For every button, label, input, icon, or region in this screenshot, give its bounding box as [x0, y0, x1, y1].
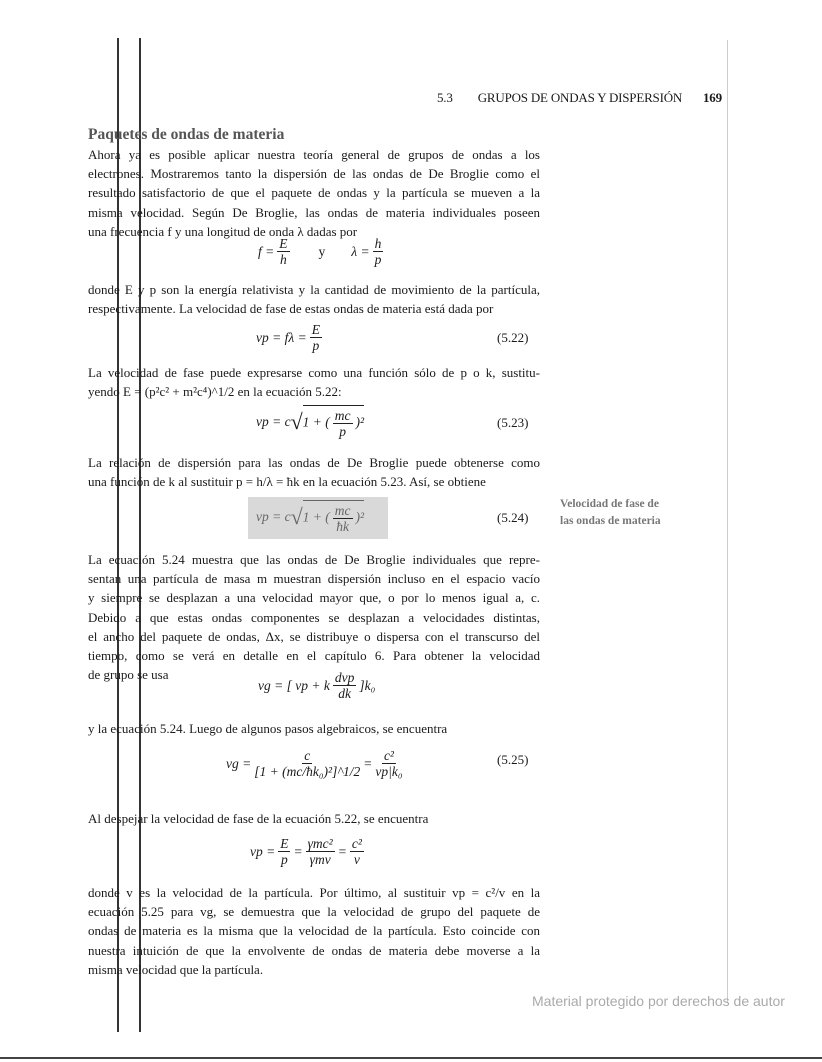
- text-line: de grupo se usa: [88, 667, 169, 683]
- margin-note-line: las ondas de materia: [560, 515, 661, 527]
- page-bottom-edge: [0, 1057, 822, 1059]
- margin-note: [560, 496, 661, 530]
- eq-term: vp = c: [256, 414, 291, 429]
- fraction: [277, 236, 289, 267]
- numerator: E: [280, 836, 289, 851]
- equation-phase-velocity: [250, 836, 367, 867]
- denominator: vp|k₀: [375, 764, 403, 779]
- equation-number: (5.22): [497, 330, 529, 345]
- fraction: [278, 836, 290, 867]
- numerator: mc: [334, 503, 351, 518]
- text-line: Ahora ya es posible aplicar nuestra teoría general de grupos de ondas a los: [88, 147, 540, 162]
- numerator: γmc²: [307, 836, 333, 851]
- text-line: Debido a que estas ondas componentes se desplazan a velocidades distintas,: [88, 609, 540, 625]
- text-line: La relación de dispersión para las ondas de De Broglie puede obtenerse como: [88, 455, 540, 470]
- section-number: 5.3: [437, 90, 453, 105]
- eq-term: 1 +: [302, 509, 326, 525]
- denominator: dk: [338, 686, 351, 701]
- eq-term: ]k₀: [359, 677, 376, 693]
- text-line: misma velocidad que la partícula.: [88, 961, 264, 977]
- equation-f-lambda: [258, 236, 386, 267]
- text-line: electrones. Mostraremos tanto la dispersión de las ondas de De Broglie como el: [88, 166, 540, 182]
- text-line: resultado satisfactorio de que el paquete de ondas y la partícula se mueven a la: [88, 185, 540, 201]
- eq-term: =: [293, 843, 303, 859]
- numerator: c: [304, 748, 311, 763]
- equation-5-23: vp = c √ 1 + ( $\frac{mc}{p}$ )²: [256, 405, 364, 439]
- text-line: ecuación 5.25 para vg, se demuestra que la velocidad de grupo del paquete de: [88, 904, 540, 920]
- fraction: [350, 836, 364, 867]
- page-number: 169: [703, 90, 722, 105]
- text-line: nuestra intuición de que la envolvente de ondas de materia debe moverse a la: [88, 942, 540, 958]
- fraction: [333, 503, 353, 534]
- text-line: ondas de materia es la misma que la velocidad de la partícula. Esto coincide con: [88, 923, 540, 939]
- text-line: yendo E = (p²c² + m²c⁴)^1/2 en la ecuación 5.22:: [88, 384, 342, 400]
- text-line: tiempo, como se verá en detalle en el capítulo 6. Para obtener la velocidad: [88, 648, 540, 664]
- equation-number: (5.25): [497, 752, 529, 767]
- paragraph-2: [88, 280, 540, 318]
- eq-term: 1 +: [302, 414, 326, 430]
- paragraph-5: [88, 550, 540, 684]
- sqrt-icon: √: [290, 504, 303, 529]
- fraction: [333, 670, 357, 701]
- equation-5-25: [226, 748, 406, 779]
- denominator: p: [374, 252, 382, 267]
- denominator: h: [280, 252, 287, 267]
- page-edge: [727, 40, 728, 1002]
- text-line: donde v es la velocidad de la partícula. Por último, al sustituir vp = c²/v en la: [88, 885, 540, 900]
- eq-term: vp = c: [256, 509, 291, 524]
- denominator: [1 + (mc/ħk₀)²]^1/2: [254, 764, 361, 779]
- text-line: y la ecuación 5.24. Luego de algunos pasos algebraicos, se encuentra: [88, 721, 448, 736]
- subsection-heading: Paquetes de ondas de materia: [88, 126, 285, 143]
- text-line: misma velocidad. Según De Broglie, las ondas de materia individuales poseen: [88, 204, 540, 220]
- text-line: sentan una partícula de masa m muestran dispersión incluso en el espacio vacío: [88, 571, 540, 587]
- eq-term: vg =: [226, 755, 252, 771]
- numerator: E: [279, 236, 288, 251]
- fraction: [333, 408, 353, 439]
- denominator: γmv: [309, 852, 331, 867]
- text-line: y siempre se desplazan a una velocidad mayor que, o por lo menos igual a, c.: [88, 590, 540, 606]
- text-line: La velocidad de fase puede expresarse como una función sólo de p o k, sustitu-: [88, 365, 540, 380]
- paragraph-4: [88, 453, 540, 491]
- text-line: el ancho del paquete de ondas, Δx, se distribuye o dispersa con el transcurso del: [88, 628, 540, 644]
- numerator: c²: [383, 748, 394, 763]
- text-line: una frecuencia f y una longitud de onda λ dadas por: [88, 223, 358, 239]
- paragraph-6: [88, 719, 540, 738]
- running-header: [437, 90, 722, 106]
- fraction: [306, 836, 335, 867]
- paragraph-1: [88, 145, 540, 241]
- equation-group-velocity: [258, 670, 375, 701]
- equation-5-22: [256, 322, 325, 353]
- denominator: p: [280, 852, 288, 867]
- numerator: c²: [351, 836, 362, 851]
- eq-term: y: [318, 243, 326, 259]
- section-title: GRUPOS DE ONDAS Y DISPERSIÓN: [477, 90, 683, 105]
- denominator: p: [339, 424, 347, 439]
- text-line: respectivamente. La velocidad de fase de estas ondas de materia está dada por: [88, 301, 494, 317]
- text-line: Al despejar la velocidad de fase de la ecuación 5.22, se encuentra: [88, 811, 429, 826]
- copyright-watermark: Material protegido por derechos de autor: [532, 993, 785, 1009]
- paragraph-3: [88, 363, 540, 401]
- text-line: una función de k al sustituir p = h/λ = ħk en la ecuación 5.23. Así, se obtiene: [88, 474, 486, 490]
- denominator: p: [312, 338, 320, 353]
- sqrt-icon: √: [290, 409, 303, 434]
- numerator: E: [311, 322, 320, 337]
- paragraph-7: [88, 809, 540, 828]
- denominator: ħk: [336, 519, 350, 534]
- paragraph-8: [88, 883, 540, 979]
- numerator: h: [374, 236, 382, 251]
- equation-number: (5.24): [497, 510, 529, 525]
- fraction: [373, 236, 384, 267]
- fraction: [254, 748, 360, 779]
- text-line: donde E y p son la energía relativista y la cantidad de movimiento de la partícula,: [88, 282, 540, 297]
- eq-term: f =: [258, 243, 275, 259]
- denominator: v: [353, 852, 360, 867]
- equation-number: (5.23): [497, 415, 529, 430]
- eq-term: vp =: [250, 843, 276, 859]
- margin-note-line: Velocidad de fase de: [560, 498, 659, 510]
- eq-term: vg = [ vp + k: [258, 677, 330, 693]
- numerator: dvp: [334, 670, 355, 685]
- eq-term: λ =: [351, 243, 370, 259]
- equation-5-24: vp = c √ 1 + ( $\frac{mc}{ħk}$ )²: [256, 500, 364, 534]
- numerator: mc: [334, 408, 351, 423]
- eq-term: =: [337, 843, 347, 859]
- fraction: [375, 748, 402, 779]
- text-line: La ecuación 5.24 muestra que las ondas de De Broglie individuales que repre-: [88, 552, 540, 567]
- eq-term: vp = fλ =: [256, 329, 307, 345]
- eq-term: =: [363, 755, 373, 771]
- fraction: [310, 322, 322, 353]
